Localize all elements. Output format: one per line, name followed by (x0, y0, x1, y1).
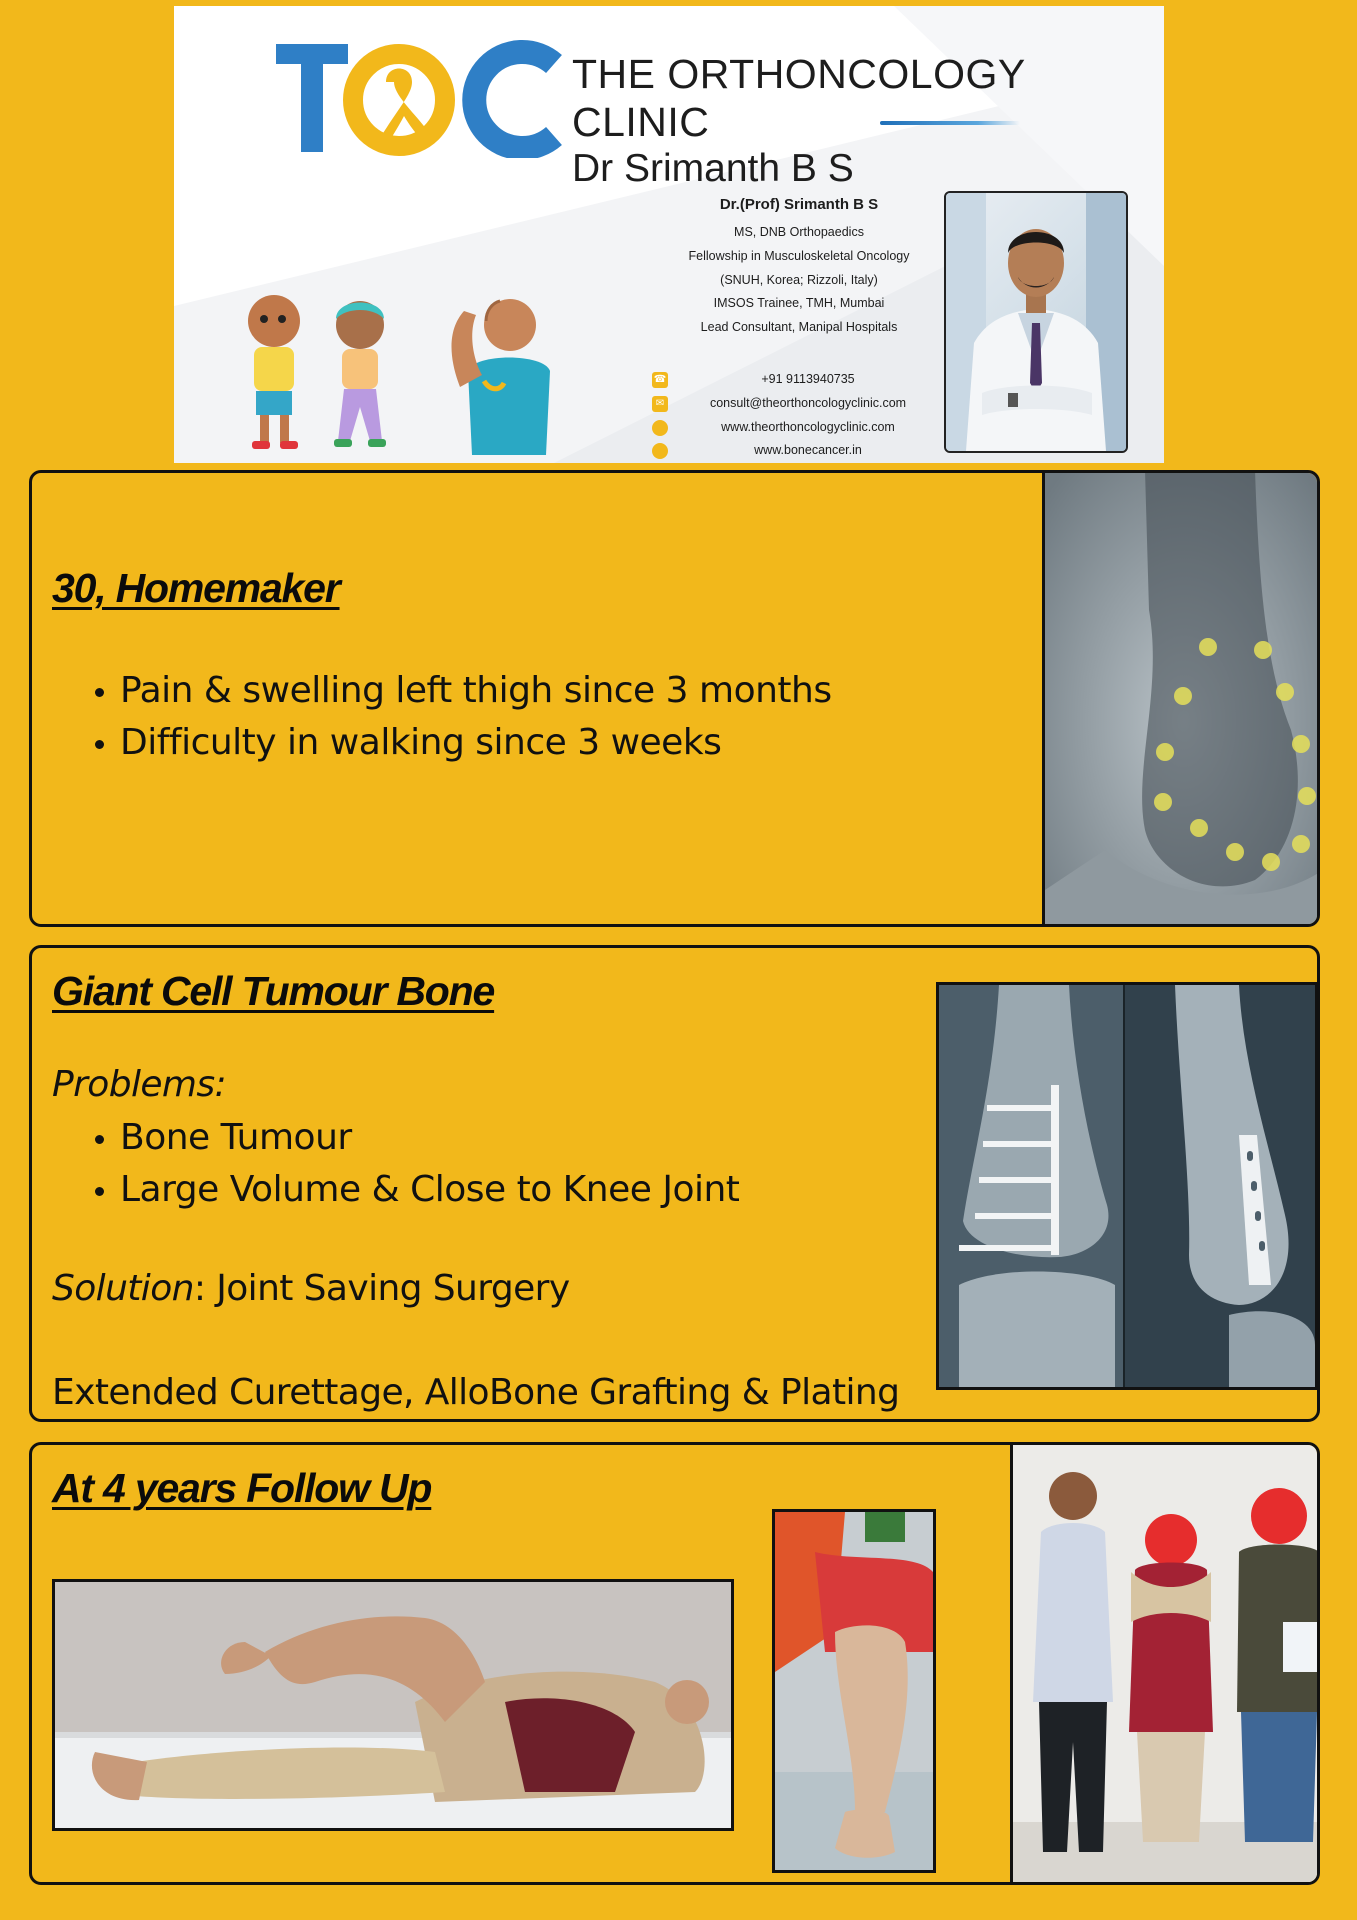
solution-line (52, 1268, 570, 1309)
credential-line: Lead Consultant, Manipal Hospitals (700, 320, 898, 335)
doctor-short-name: Dr Srimanth B S (572, 147, 854, 190)
mail-icon: ✉ (652, 396, 668, 412)
phone-number: +91 9113940735 (761, 372, 855, 386)
contact-phone[interactable] (652, 368, 952, 392)
phone-icon: ☎ (652, 372, 668, 388)
website-url-2: www.bonecancer.in (754, 443, 862, 458)
credential-line: (SNUH, Korea; Rizzoli, Italy) (720, 272, 878, 287)
contact-list (652, 368, 952, 463)
solution-text: : Joint Saving Surgery (193, 1268, 570, 1309)
xray-preop-image (1042, 470, 1320, 927)
case-title: 30, Homemaker (52, 565, 340, 611)
problems-label (52, 1064, 226, 1105)
diagnosis-title: Giant Cell Tumour Bone (52, 968, 495, 1014)
followup-title: At 4 years Follow Up (52, 1465, 432, 1511)
clinic-header-card (174, 6, 1164, 463)
contact-email[interactable] (652, 392, 952, 416)
globe-icon (652, 443, 668, 459)
doctor-patient-photo (1010, 1442, 1320, 1885)
credential-line: MS, DNB Orthopaedics (734, 225, 864, 239)
xray-postop-image (936, 982, 1318, 1390)
doctor-photo (944, 191, 1128, 453)
problem-list (80, 1112, 739, 1216)
credential-line: IMSOS Trainee, TMH, Mumbai (713, 296, 885, 311)
diagnosis-panel (29, 945, 1320, 1422)
email-address: consult@theorthoncologyclinic.com (709, 395, 907, 410)
clinic-name: THE ORTHONCOLOGY CLINIC (572, 51, 1025, 145)
followup-panel (29, 1442, 1320, 1885)
globe-icon (652, 420, 668, 436)
problems-label-text: Problems: (52, 1064, 227, 1105)
doctor-credentials (644, 196, 954, 340)
knee-bend-photo (772, 1509, 936, 1873)
contact-website-2[interactable] (652, 439, 952, 463)
credential-line: Fellowship in Musculoskeletal Oncology (688, 248, 910, 263)
symptom-item: • Pain & swelling left thigh since 3 months (120, 665, 832, 717)
symptom-item: • Difficulty in walking since 3 weeks (120, 717, 832, 769)
doctor-full-name: Dr.(Prof) Srimanth B S (719, 196, 879, 213)
website-url: www.theorthoncologyclinic.com (721, 419, 895, 434)
leg-raise-photo (52, 1579, 734, 1831)
clinic-title (572, 50, 1164, 192)
problem-item: • Large Volume & Close to Knee Joint (120, 1164, 739, 1216)
problem-item: • Bone Tumour (120, 1112, 739, 1164)
procedure-text: Extended Curettage, AlloBone Grafting & Plating (52, 1372, 900, 1413)
toc-logo (276, 34, 566, 158)
solution-label: Solution (52, 1268, 194, 1309)
contact-website[interactable] (652, 416, 952, 440)
symptom-list (80, 665, 832, 769)
case-panel (29, 470, 1320, 927)
kids-illustration (224, 291, 564, 461)
name-underline (880, 121, 1020, 125)
